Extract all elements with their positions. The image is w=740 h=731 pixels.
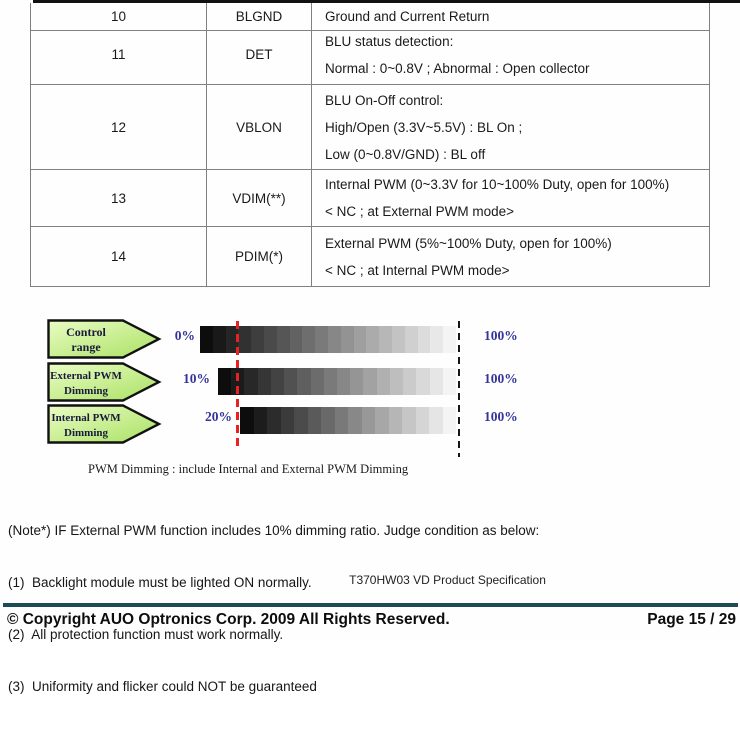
full-duty-reference-line [458, 321, 460, 457]
diagram-caption: PWM Dimming : include Internal and External PWM Dimming [88, 462, 409, 476]
pin-desc-cell [312, 170, 709, 227]
gradient-step [366, 326, 379, 353]
arrow-label-line2: Dimming [64, 385, 108, 397]
pin-desc-line: High/Open (3.3V~5.5V) : BL On ; [325, 119, 523, 135]
end-percent-label: 100% [484, 328, 518, 343]
pin-desc-cell [312, 227, 709, 286]
note-line: (2) All protection function must work normally. [8, 627, 284, 643]
gradient-step [389, 407, 403, 434]
gradient-step [443, 368, 456, 395]
gradient-step [324, 368, 337, 395]
gradient-step [308, 407, 322, 434]
gradient-step [251, 326, 264, 353]
gradient-step [416, 407, 430, 434]
gradient-step [430, 326, 443, 353]
page-number: Page 15 / 29 [647, 611, 736, 628]
notes-block [8, 487, 539, 731]
gradient-step [402, 407, 416, 434]
gradient-step [267, 407, 281, 434]
pin-number-cell [31, 170, 207, 227]
gradient-step [302, 326, 315, 353]
gradient-step [290, 326, 303, 353]
gradient-step [294, 407, 308, 434]
note-line: (1) Backlight module must be lighted ON normally. [8, 575, 312, 591]
gradient-step [238, 326, 251, 353]
gradient-step [213, 326, 226, 353]
pin-desc-cell [312, 85, 709, 170]
table-row [31, 170, 709, 227]
end-percent-label: 100% [484, 371, 518, 386]
gradient-step [218, 368, 231, 395]
gradient-step [335, 407, 349, 434]
gradient-step [443, 326, 456, 353]
pin-name: VDIM(**) [232, 190, 286, 206]
gradient-step [429, 407, 443, 434]
document-title: T370HW03 VD Product Specification [349, 573, 546, 587]
gradient-step [200, 326, 213, 353]
pin-number-cell [31, 227, 207, 286]
gradient-step [244, 368, 257, 395]
red-dimming-threshold-line [236, 321, 239, 451]
gradient-step [443, 407, 457, 434]
gradient-step [379, 326, 392, 353]
pin-name: DET [245, 47, 273, 62]
pin-desc-line: < NC ; at External PWM mode> [325, 204, 515, 219]
note-line: (Note*) IF External PWM function includes 10% dimming ratio. Judge condition as below: [8, 522, 540, 538]
start-percent-label: 0% [174, 328, 195, 343]
external-pwm-gradient-bar [218, 368, 456, 395]
gradient-step [377, 368, 390, 395]
pin-desc-cell [312, 25, 709, 85]
gradient-step [297, 368, 310, 395]
table-row [31, 227, 709, 286]
pin-number-cell [31, 25, 207, 85]
gradient-step [430, 368, 443, 395]
table-row [31, 25, 709, 85]
gradient-step [315, 326, 328, 353]
gradient-step [354, 326, 367, 353]
pin-desc-line: Low (0~0.8V/GND) : BL off [325, 146, 486, 162]
gradient-step [405, 326, 418, 353]
end-percent-label: 100% [484, 409, 518, 424]
internal-pwm-gradient-bar [240, 407, 456, 434]
gradient-step [362, 407, 376, 434]
gradient-step [390, 368, 403, 395]
control-range-arrow [47, 319, 161, 359]
gradient-step [375, 407, 389, 434]
gradient-step [341, 326, 354, 353]
pin-name-cell [207, 85, 312, 170]
start-percent-label: 20% [205, 409, 232, 424]
internal-pwm-dimming-arrow [47, 404, 161, 444]
pin-number: 12 [110, 119, 127, 135]
pin-number: 13 [110, 190, 127, 206]
gradient-step [281, 407, 295, 434]
pin-number-cell [31, 85, 207, 170]
gradient-step [392, 326, 405, 353]
pin-desc-line: BLU On-Off control: [325, 92, 444, 108]
gradient-step [264, 326, 277, 353]
gradient-step [254, 407, 268, 434]
pin-number: 14 [110, 249, 127, 264]
pin-number: 11 [111, 47, 126, 62]
gradient-step [277, 326, 290, 353]
pin-name-cell [207, 170, 312, 227]
pin-desc-line: BLU status detection: [325, 33, 454, 49]
pin-desc-line: Normal : 0~0.8V ; Abnormal : Open collector [325, 60, 590, 76]
table-row [31, 85, 709, 170]
pin-name: PDIM(*) [235, 249, 283, 264]
gradient-step [416, 368, 429, 395]
pin-number: 10 [110, 9, 127, 24]
gradient-step [337, 368, 350, 395]
pin-desc-line: Internal PWM (0~3.3V for 10~100% Duty, open for 100%) [325, 177, 670, 192]
arrow-label-line1: Control [66, 325, 106, 339]
gradient-step [311, 368, 324, 395]
pin-desc-line: External PWM (5%~100% Duty, open for 100%) [325, 235, 612, 251]
table-row [31, 3, 709, 25]
copyright-text: © Copyright AUO Optronics Corp. 2009 All Rights Reserved. [7, 611, 450, 628]
gradient-step [328, 326, 341, 353]
gradient-step [284, 368, 297, 395]
gradient-step [240, 407, 254, 434]
footer-rule [3, 603, 738, 607]
start-percent-label: 10% [183, 371, 210, 386]
pin-name-cell [207, 227, 312, 286]
gradient-step [418, 326, 431, 353]
gradient-step [403, 368, 416, 395]
arrow-label-line1: External PWM [50, 370, 122, 382]
gradient-step [258, 368, 271, 395]
pin-name-cell [207, 25, 312, 85]
gradient-step [350, 368, 363, 395]
external-pwm-dimming-arrow [47, 362, 161, 402]
pin-name: BLGND [235, 9, 283, 24]
pin-name: VBLON [236, 119, 282, 135]
gradient-step [321, 407, 335, 434]
arrow-label-line2: range [71, 340, 101, 354]
arrow-label-line2: Dimming [64, 427, 108, 439]
pin-desc-line: < NC ; at Internal PWM mode> [325, 262, 510, 278]
arrow-label-line1: Internal PWM [51, 412, 121, 424]
pin-desc-line: Ground and Current Return [325, 9, 490, 24]
gradient-step [363, 368, 376, 395]
gradient-step [271, 368, 284, 395]
note-line: (3) Uniformity and flicker could NOT be guaranteed [8, 679, 317, 695]
gradient-step [348, 407, 362, 434]
pin-description-table [30, 3, 710, 287]
